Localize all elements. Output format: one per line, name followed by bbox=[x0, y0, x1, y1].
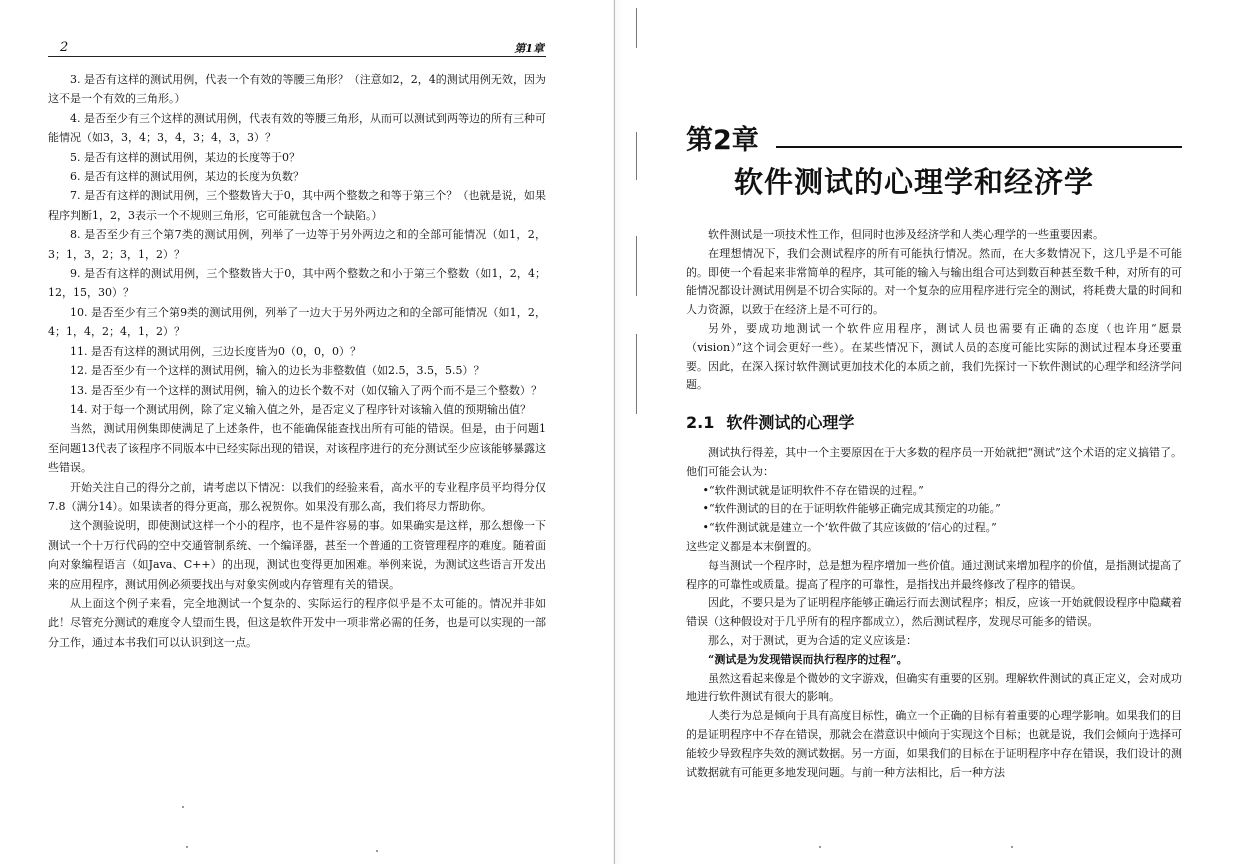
paragraph: “测试是为发现错误而执行程序的过程”。 bbox=[708, 652, 908, 666]
left-page bbox=[0, 0, 613, 864]
paragraph: 14. 对于每一个测试用例，除了定义输入值之外，是否定义了程序针对该输入值的预期输出值？ bbox=[70, 402, 531, 416]
paragraph: 这个测验说明，即使测试这样一个小的程序，也不是件容易的事。如果确实是这样，那么想像一下测试一个十万行代码的空中交通管制系统、一个编译器，甚至一个普通的工资管理程序的难度。随着面向对象编程语言（如Java、C++）的出现，测试也变得更加困难。举例来说，为测试这些语言开发出来的应用程序，测试用例必须要找出与对象实例或内存管理有关的错误。 bbox=[48, 519, 546, 591]
paragraph: 13. 是否至少有一个这样的测试用例，输入的边长个数不对（如仅输入了两个而不是三个整数）？ bbox=[70, 383, 542, 397]
paragraph: 虽然这看起来像是个微妙的文字游戏，但确实有重要的区别。理解软件测试的真正定义，会对成功地进行软件测试有很大的影响。 bbox=[686, 671, 1182, 704]
scan-speck bbox=[1011, 846, 1013, 848]
chapter-heading bbox=[686, 118, 1182, 156]
chapter-rule bbox=[776, 146, 1182, 148]
scan-speck bbox=[182, 806, 184, 808]
paragraph: 11. 是否有这样的测试用例，三边长度皆为0（0，0，0）？ bbox=[70, 344, 361, 358]
chapter-number: 第2章 bbox=[686, 125, 759, 156]
paragraph: 另外，要成功地测试一个软件应用程序，测试人员也需要有正确的态度（也许用“愿景（vision）”这个词会更好一些）。在某些情况下，测试人员的态度可能比实际的测试过程本身还要重要。因此，在深入探讨软件测试更加技术化的本质之前，我们先探讨一下软件测试的心理学和经济学问题。 bbox=[686, 321, 1182, 392]
paragraph: 那么，对于测试，更为合适的定义应该是： bbox=[708, 633, 917, 647]
paragraph: 因此，不要只是为了证明程序能够正确运行而去测试程序；相反，应该一开始就假设程序中隐藏着错误（这种假设对于几乎所有的程序都成立），然后测试程序，发现尽可能多的错误。 bbox=[686, 596, 1182, 629]
section-body bbox=[686, 444, 1182, 782]
paragraph: 12. 是否至少有一个这样的测试用例，输入的边长为非整数值（如2.5，3.5，5.5）？ bbox=[70, 364, 485, 378]
running-head bbox=[48, 40, 546, 57]
paragraph: 7. 是否有这样的测试用例，三个整数皆大于0，其中两个整数之和等于第三个？（也就是说，如果程序判断1，2，3表示一个不规则三角形，它可能就包含一个缺陷。） bbox=[48, 189, 546, 222]
page-edge-line bbox=[614, 0, 615, 864]
paragraph: 8. 是否至少有三个第7类的测试用例，列举了一边等于另外两边之和的全部可能情况（如1，2，3；1，3，2；3，1，2）？ bbox=[48, 228, 546, 261]
bullet-item: •“软件测试的目的在于证明软件能够正确完成其预定的功能。” bbox=[702, 502, 1001, 516]
paragraph: 软件测试是一项技术性工作，但同时也涉及经济学和人类心理学的一些重要因素。 bbox=[708, 228, 1104, 241]
chapter-title: 软件测试的心理学和经济学 bbox=[734, 165, 1095, 199]
scan-speck bbox=[376, 850, 378, 852]
scan-speck bbox=[186, 846, 188, 848]
bullet-item: •“软件测试就是建立一个‘软件做了其应该做的’信心的过程。” bbox=[702, 521, 997, 535]
paragraph: 5. 是否有这样的测试用例，某边的长度等于0？ bbox=[70, 150, 300, 164]
bullet-item: •“软件测试就是证明软件不存在错误的过程。” bbox=[702, 483, 924, 497]
scan-speck bbox=[819, 846, 821, 848]
running-head-chapter: 第1章 bbox=[514, 42, 544, 55]
paragraph: 这些定义都是本末倒置的。 bbox=[686, 539, 818, 553]
section-title: 软件测试的心理学 bbox=[726, 413, 855, 432]
paragraph: 从上面这个例子来看，完全地测试一个复杂的、实际运行的程序似乎是不太可能的。情况并非如此！尽管充分测试的难度令人望而生畏，但这是软件开发中一项非常必需的任务，也是可以实现的一部分工作，通过本书我们可以认识到这一点。 bbox=[48, 596, 546, 649]
paragraph: 测试执行得差，其中一个主要原因在于大多数的程序员一开始就把“测试”这个术语的定义搞错了。他们可能会认为： bbox=[686, 446, 1182, 478]
paragraph: 6. 是否有这样的测试用例，某边的长度为负数？ bbox=[70, 170, 304, 184]
left-page-body bbox=[48, 70, 546, 652]
paragraph: 每当测试一个程序时，总是想为程序增加一些价值。通过测试来增加程序的价值，是指测试提高了程序的可靠性或质量。提高了程序的可靠性，是指找出并最终修改了程序的错误。 bbox=[686, 558, 1182, 591]
paragraph: 4. 是否至少有三个这样的测试用例，代表有效的等腰三角形，从而可以测试到两等边的所有三种可能情况（如3，3，4；3，4，3；4，3，3）？ bbox=[48, 111, 546, 145]
paragraph: 3. 是否有这样的测试用例，代表一个有效的等腰三角形？（注意如2，2，4的测试用例无效，因为这不是一个有效的三角形。） bbox=[48, 73, 546, 106]
paragraph: 10. 是否至少有三个第9类的测试用例，列举了一边大于另外两边之和的全部可能情况（如1，2，4；1，4，2；4，1，2）？ bbox=[48, 305, 546, 339]
paragraph: 9. 是否有这样的测试用例，三个整数皆大于0，其中两个整数之和小于第三个整数（如1，2，4；12，15，30）？ bbox=[48, 267, 546, 300]
paragraph: 在理想情况下，我们会测试程序的所有可能执行情况。然而，在大多数情况下，这几乎是不可能的。即使一个看起来非常简单的程序，其可能的输入与输出组合可达到数百种甚至数千种，对所有的可能情况都设计测试用例是不切合实际的。对一个复杂的应用程序进行完全的测试，将耗费大量的时间和人力资源，以致于在经济上是不可行的。 bbox=[686, 246, 1182, 317]
paragraph: 当然，测试用例集即使满足了上述条件，也不能确保能查找出所有可能的错误。但是，由于问题1至问题13代表了该程序不同版本中已经实际出现的错误，对该程序进行的充分测试至少应该能够暴露这些错误。 bbox=[48, 422, 546, 475]
paragraph: 人类行为总是倾向于具有高度目标性，确立一个正确的目标有着重要的心理学影响。如果我们的目的是证明程序中不存在错误，那就会在潜意识中倾向于实现这个目标；也就是说，我们会倾向于选择可能较少导致程序失效的测试数据。另一方面，如果我们的目标在于证明程序中存在错误，我们设计的测试数据就有可能更多地发现问题。与前一种方法相比，后一种方法 bbox=[686, 709, 1182, 779]
paragraph: 开始关注自己的得分之前，请考虑以下情况：以我们的经验来看，高水平的专业程序员平均得分仅7.8（满分14）。如果读者的得分更高，那么祝贺你。如果没有那么高，我们将尽力帮助你。 bbox=[48, 480, 546, 513]
section-heading bbox=[686, 410, 854, 433]
chapter-intro bbox=[686, 226, 1182, 395]
page-number: 2 bbox=[60, 40, 69, 55]
right-page bbox=[623, 0, 1253, 864]
section-number: 2.1 bbox=[686, 413, 715, 432]
